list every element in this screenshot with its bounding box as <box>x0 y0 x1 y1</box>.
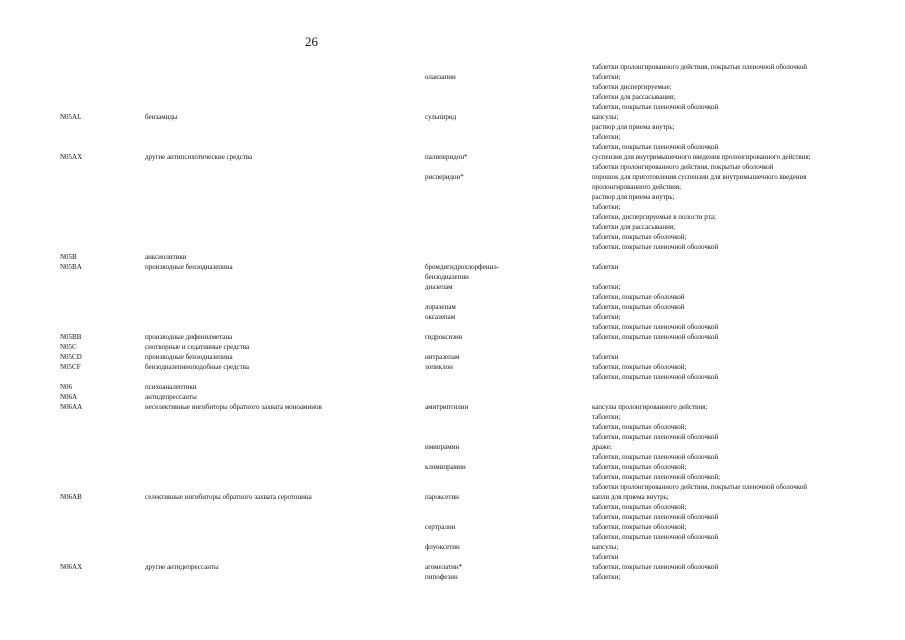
atc-group-name: бензодиазепиноподобные средства <box>145 363 250 371</box>
table-row <box>0 372 905 382</box>
dosage-form: таблетки, покрытые пленочной оболочкой <box>592 143 719 151</box>
dosage-form: таблетки; <box>592 283 621 291</box>
dosage-form: раствор для приема внутрь; <box>592 123 675 131</box>
dosage-form: капсулы; <box>592 543 619 551</box>
table-row <box>0 522 905 532</box>
table-row <box>0 502 905 512</box>
dosage-form: таблетки, покрытые оболочкой; <box>592 423 687 431</box>
table-row <box>0 532 905 542</box>
table-row <box>0 132 905 142</box>
atc-group-name: бензамиды <box>145 113 178 121</box>
drug-name: пароксетин <box>425 493 459 501</box>
dosage-form: таблетки, диспергируемые в полости рта; <box>592 213 716 221</box>
dosage-form: таблетки, покрытые пленочной оболочкой <box>592 103 719 111</box>
atc-code: N05C <box>60 343 77 351</box>
drug-name: сертралин <box>425 523 456 531</box>
table-row <box>0 232 905 242</box>
dosage-form: таблетки; <box>592 73 621 81</box>
drug-name: лоразепам <box>425 303 456 311</box>
dosage-form: таблетки <box>592 353 619 361</box>
dosage-form: капли для приема внутрь; <box>592 493 669 501</box>
table-row <box>0 482 905 492</box>
table-row <box>0 322 905 332</box>
dosage-form: таблетки; <box>592 203 621 211</box>
table-row <box>0 62 905 72</box>
dosage-form: таблетки, покрытые пленочной оболочкой <box>592 243 719 251</box>
table-row <box>0 82 905 92</box>
table-row <box>0 282 905 292</box>
dosage-form: таблетки, покрытые пленочной оболочкой <box>592 533 719 541</box>
drug-name: зопиклон <box>425 363 453 371</box>
atc-group-name: другие антидепрессанты <box>145 563 219 571</box>
dosage-form: таблетки, покрытые пленочной оболочкой <box>592 323 719 331</box>
table-row <box>0 292 905 302</box>
table-row <box>0 542 905 552</box>
dosage-form: таблетки для рассасывания; <box>592 93 676 101</box>
table-row <box>0 272 905 282</box>
dosage-form: таблетки <box>592 263 619 271</box>
table-row <box>0 472 905 482</box>
dosage-form: драже; <box>592 443 612 451</box>
atc-group-name: анксиолитики <box>145 253 187 261</box>
drug-name: сульпирид <box>425 113 457 121</box>
drug-name: нитразепам <box>425 353 460 361</box>
atc-group-name: психоаналептики <box>145 383 197 391</box>
drug-name: пипофезин <box>425 573 458 581</box>
table-row <box>0 172 905 182</box>
dosage-form: таблетки, покрытые оболочкой; <box>592 503 687 511</box>
dosage-form: капсулы; <box>592 113 619 121</box>
drug-name: диазепам <box>425 283 453 291</box>
table-row <box>0 152 905 162</box>
drug-name: имипрамин <box>425 443 460 451</box>
dosage-form: пролонгированного действия; <box>592 183 682 191</box>
table-row <box>0 162 905 172</box>
dosage-form: таблетки; <box>592 313 621 321</box>
page-number: 26 <box>305 34 318 49</box>
drug-name: оланзапин <box>425 73 456 81</box>
atc-code: N05AL <box>60 113 82 121</box>
table-row <box>0 122 905 132</box>
dosage-form: таблетки, покрытые пленочной оболочкой; <box>592 473 721 481</box>
atc-code: N06AB <box>60 493 82 501</box>
dosage-form: таблетки для рассасывания; <box>592 223 676 231</box>
table-row <box>0 442 905 452</box>
atc-code: N06A <box>60 393 78 401</box>
table-row <box>0 252 905 262</box>
dosage-form: таблетки пролонгированного действия, покрытые пленочной оболочкой <box>592 483 808 491</box>
drug-name: рисперидон* <box>425 173 464 181</box>
dosage-form: таблетки, покрытые пленочной оболочкой <box>592 333 719 341</box>
dosage-form: таблетки, покрытые оболочкой; <box>592 463 687 471</box>
table-row <box>0 422 905 432</box>
atc-group-name: селективные ингибиторы обратного захвата серотонина <box>145 493 312 501</box>
table-row <box>0 92 905 102</box>
table-row <box>0 112 905 122</box>
drug-name: флуоксетин <box>425 543 460 551</box>
atc-code: N06AA <box>60 403 83 411</box>
atc-group-name: производные бензодиазепина <box>145 263 233 271</box>
table-row <box>0 102 905 112</box>
table-row <box>0 392 905 402</box>
table-row <box>0 402 905 412</box>
table-row <box>0 202 905 212</box>
dosage-form: таблетки <box>592 553 619 561</box>
table-row <box>0 142 905 152</box>
drug-name: бензодиазепин <box>425 273 469 281</box>
drug-name: кломипрамин <box>425 463 466 471</box>
table-row <box>0 222 905 232</box>
atc-group-name: антидепрессанты <box>145 393 197 401</box>
atc-code: N06 <box>60 383 73 391</box>
dosage-form: таблетки; <box>592 133 621 141</box>
table-row <box>0 462 905 472</box>
dosage-form: таблетки, покрытые оболочкой; <box>592 523 687 531</box>
dosage-form: таблетки, покрытые оболочкой; <box>592 233 687 241</box>
atc-group-name: производные дифенилметана <box>145 333 233 341</box>
table-row <box>0 242 905 252</box>
dosage-form: таблетки, покрытые оболочкой <box>592 303 685 311</box>
drug-table <box>0 62 905 582</box>
table-row <box>0 362 905 372</box>
table-row <box>0 262 905 272</box>
dosage-form: таблетки, покрытые пленочной оболочкой <box>592 433 719 441</box>
dosage-form: таблетки, покрытые оболочкой <box>592 293 685 301</box>
dosage-form: таблетки; <box>592 573 621 581</box>
table-row <box>0 412 905 422</box>
dosage-form: раствор для приема внутрь; <box>592 193 675 201</box>
atc-code: N05BB <box>60 333 82 341</box>
dosage-form: таблетки, покрытые пленочной оболочкой <box>592 373 719 381</box>
dosage-form: капсулы пролонгированного действия; <box>592 403 708 411</box>
dosage-form: порошок для приготовления суспензии для внутримышечного введения <box>592 173 807 181</box>
table-row <box>0 452 905 462</box>
atc-code: N05CD <box>60 353 82 361</box>
atc-group-name: снотворные и седативные средства <box>145 343 250 351</box>
table-row <box>0 212 905 222</box>
dosage-form: таблетки; <box>592 413 621 421</box>
atc-code: N05BA <box>60 263 82 271</box>
drug-name: палиперидон* <box>425 153 468 161</box>
atc-group-name: производные бензодиазепина <box>145 353 233 361</box>
drug-name: оксазепам <box>425 313 456 321</box>
table-row <box>0 432 905 442</box>
table-row <box>0 332 905 342</box>
atc-group-name: другие антипсихотические средства <box>145 153 253 161</box>
table-row <box>0 72 905 82</box>
drug-name: гидроксизин <box>425 333 463 341</box>
table-row <box>0 352 905 362</box>
dosage-form: таблетки, покрытые пленочной оболочкой <box>592 513 719 521</box>
table-row <box>0 342 905 352</box>
dosage-form: таблетки, покрытые пленочной оболочкой <box>592 563 719 571</box>
atc-code: N05B <box>60 253 77 261</box>
table-row <box>0 182 905 192</box>
dosage-form: таблетки, покрытые пленочной оболочкой <box>592 453 719 461</box>
table-row <box>0 512 905 522</box>
table-row <box>0 382 905 392</box>
atc-code: N05AX <box>60 153 83 161</box>
table-row <box>0 192 905 202</box>
drug-name: агомелатин* <box>425 563 463 571</box>
table-row <box>0 302 905 312</box>
dosage-form: таблетки диспергируемые; <box>592 83 672 91</box>
drug-name: амитриптилин <box>425 403 469 411</box>
table-row <box>0 312 905 322</box>
table-row <box>0 492 905 502</box>
atc-group-name: неселективные ингибиторы обратного захвата моноаминов <box>145 403 322 411</box>
atc-code: N05CF <box>60 363 81 371</box>
table-row <box>0 552 905 562</box>
dosage-form: таблетки, покрытые оболочкой; <box>592 363 687 371</box>
drug-name: бромдигидрохлорфенил- <box>425 263 500 271</box>
table-row <box>0 562 905 572</box>
atc-code: N06AX <box>60 563 83 571</box>
dosage-form: таблетки пролонгированного действия, покрытые пленочной оболочкой <box>592 63 808 71</box>
dosage-form: суспензия для внутримышечного введения пролонгированного действия; <box>592 153 811 161</box>
dosage-form: таблетки пролонгированного действия, покрытые оболочкой <box>592 163 774 171</box>
table-row <box>0 572 905 582</box>
